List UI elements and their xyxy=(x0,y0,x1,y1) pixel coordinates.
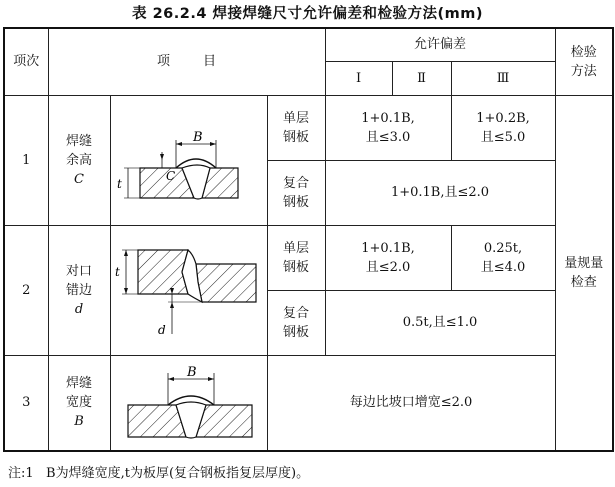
tolerance-table xyxy=(3,27,614,452)
header-grade-3: Ⅲ xyxy=(451,61,555,95)
row3-index: 3 xyxy=(4,355,48,451)
row1-name-line3: C xyxy=(74,171,84,187)
diagram-label-t: t xyxy=(116,177,122,191)
inspection-method-line1: 量规量 xyxy=(564,255,604,271)
diagram-label-c: C xyxy=(165,169,175,183)
row3-name-line1: 焊缝 xyxy=(65,376,92,392)
diagram-label-b3: B xyxy=(186,364,197,380)
row2-single-grade3 xyxy=(451,225,555,290)
header-grade-1: Ⅰ xyxy=(325,61,392,95)
row2-single-grade3-line2: 且≤4.0 xyxy=(480,259,526,275)
row2-diagram xyxy=(110,225,267,355)
row2-single-grade12 xyxy=(325,225,451,290)
row3-value: 每边比坡口增宽≤2.0 xyxy=(267,355,555,451)
row1-single-grade3 xyxy=(451,95,555,160)
row2-name-line3: d xyxy=(74,301,84,317)
row2-name-line1: 对口 xyxy=(65,263,92,279)
row2-plate-single-line2: 钢板 xyxy=(283,259,310,275)
row2-plate-composite xyxy=(267,290,325,355)
weld-width-diagram xyxy=(114,361,264,445)
row1-name-line2: 余高 xyxy=(65,152,92,168)
table-title: 表 26.2.4 焊接焊缝尺寸允许偏差和检验方法(mm) xyxy=(132,6,483,22)
header-tolerance: 允许偏差 xyxy=(325,28,555,61)
row2-plate-single-line1: 单层 xyxy=(283,240,310,256)
header-method-line2: 方法 xyxy=(570,63,597,79)
header-index: 项次 xyxy=(4,28,48,95)
header-method xyxy=(555,28,613,95)
row1-single-grade3-line1: 1+0.2B, xyxy=(476,110,530,126)
misalignment-diagram xyxy=(114,230,264,350)
row3-diagram xyxy=(110,355,267,451)
header-method-line1: 检验 xyxy=(570,44,597,60)
row1-name-line1: 焊缝 xyxy=(65,133,92,149)
row1-plate-composite xyxy=(267,160,325,225)
row2-single-grade3-line1: 0.25t, xyxy=(483,240,523,256)
weld-reinforcement-diagram xyxy=(114,110,264,210)
diagram-label-d: d xyxy=(157,323,166,337)
row1-plate-composite-line2: 钢板 xyxy=(283,194,310,210)
row1-plate-single-line1: 单层 xyxy=(283,110,310,126)
row1-plate-composite-line1: 复合 xyxy=(283,175,310,191)
row1-plate-single xyxy=(267,95,325,160)
row1-single-grade12-line1: 1+0.1B, xyxy=(361,110,415,126)
row3-name xyxy=(48,355,110,451)
inspection-method xyxy=(555,95,613,451)
row1-plate-single-line2: 钢板 xyxy=(283,129,310,145)
row2-single-grade12-line2: 且≤2.0 xyxy=(365,259,411,275)
header-item: 项 目 xyxy=(48,28,325,95)
inspection-method-line2: 检查 xyxy=(570,274,597,290)
row1-diagram xyxy=(110,95,267,225)
row2-index: 2 xyxy=(4,225,48,355)
row1-single-grade12-line2: 且≤3.0 xyxy=(365,129,411,145)
row2-composite-value: 0.5t,且≤1.0 xyxy=(325,290,555,355)
diagram-label-b: B xyxy=(192,130,203,145)
row2-plate-composite-line1: 复合 xyxy=(283,305,310,321)
row3-name-line3: B xyxy=(74,414,84,430)
row1-name xyxy=(48,95,110,225)
diagram-label-t2: t xyxy=(114,265,120,279)
row2-plate-single xyxy=(267,225,325,290)
footnote: 注:1 B为焊缝宽度,t为板厚(复合钢板指复层厚度)。 xyxy=(8,466,310,481)
row2-name-line2: 错边 xyxy=(65,282,92,298)
row2-single-grade12-line1: 1+0.1B, xyxy=(361,240,415,256)
row1-single-grade12 xyxy=(325,95,451,160)
row3-name-line2: 宽度 xyxy=(65,395,92,411)
row1-composite-value: 1+0.1B,且≤2.0 xyxy=(325,160,555,225)
header-grade-2: Ⅱ xyxy=(392,61,451,95)
row2-plate-composite-line2: 钢板 xyxy=(283,324,310,340)
row2-name xyxy=(48,225,110,355)
row1-index: 1 xyxy=(4,95,48,225)
row1-single-grade3-line2: 且≤5.0 xyxy=(480,129,526,145)
